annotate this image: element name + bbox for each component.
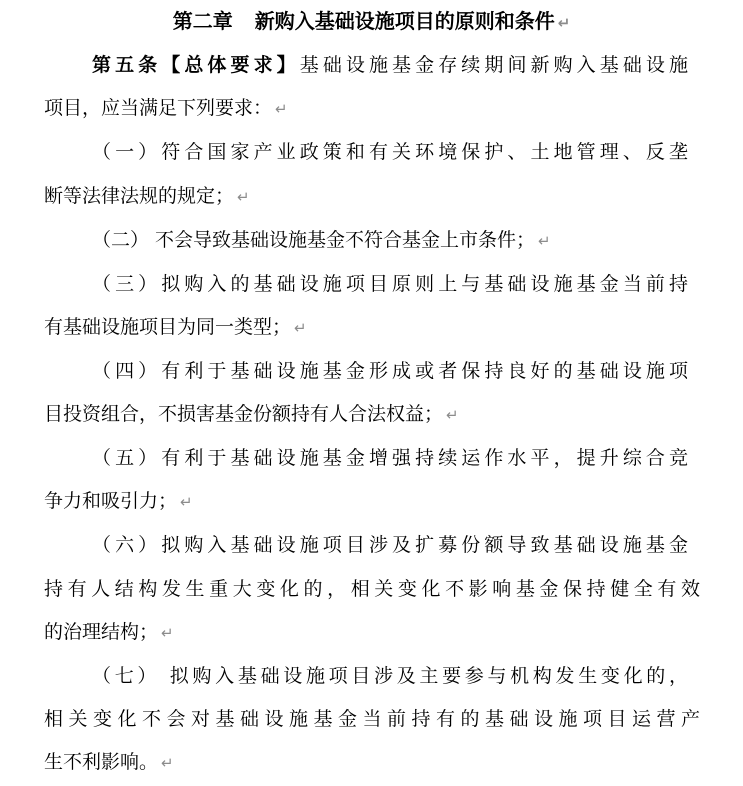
chapter-number: 第二章 xyxy=(172,9,233,33)
article-intro-text: 基础设施基金存续期间新购入基础设施 xyxy=(299,54,688,76)
list-item-7-line-1: （七） 拟购入基础设施项目涉及主要参与机构发生变化的， xyxy=(92,665,688,687)
list-item-5-line-1: （五）有利于基础设施基金增强持续运作水平，提升综合竞 xyxy=(92,447,688,469)
paragraph-mark-icon: ↵ xyxy=(180,493,193,511)
chapter-title xyxy=(0,7,743,37)
list-item-7-line-3: 生不利影响。 ↵ xyxy=(44,751,174,773)
list-item-6-line-3: 的治理结构； ↵ xyxy=(44,621,174,643)
list-item-7-line-2: 相关变化不会对基础设施基金当前持有的基础设施项目运营产 xyxy=(44,708,700,730)
paragraph-mark-icon: ↵ xyxy=(294,319,307,337)
list-item-3-line-2: 有基础设施项目为同一类型； ↵ xyxy=(44,316,307,338)
paragraph-mark-icon: ↵ xyxy=(557,14,571,32)
article-bracket-title: 【总体要求】 xyxy=(161,54,300,76)
article-line-2: 项目，应当满足下列要求： ↵ xyxy=(44,97,288,119)
list-item-1-line-2: 断等法律法规的规定； ↵ xyxy=(44,185,250,207)
chapter-name: 新购入基础设施项目的原则和条件 xyxy=(254,9,555,33)
list-item-3-line-1: （三）拟购入的基础设施项目原则上与基础设施基金当前持 xyxy=(92,273,688,295)
paragraph-mark-icon: ↵ xyxy=(538,232,551,250)
paragraph-mark-icon: ↵ xyxy=(275,100,288,118)
paragraph-mark-icon: ↵ xyxy=(446,406,459,424)
list-item-2-line-1: （二） 不会导致基础设施基金不符合基金上市条件； ↵ xyxy=(92,229,551,251)
paragraph-mark-icon: ↵ xyxy=(161,754,174,772)
paragraph-mark-icon: ↵ xyxy=(161,624,174,642)
list-item-6-line-2: 持有人结构发生重大变化的，相关变化不影响基金保持健全有效 xyxy=(44,578,700,600)
list-item-6-line-1: （六）拟购入基础设施项目涉及扩募份额导致基础设施基金 xyxy=(92,534,688,556)
list-item-4-line-1: （四）有利于基础设施基金形成或者保持良好的基础设施项 xyxy=(92,360,688,382)
paragraph-mark-icon: ↵ xyxy=(237,188,250,206)
list-item-4-line-2: 目投资组合，不损害基金份额持有人合法权益； ↵ xyxy=(44,403,459,425)
article-line-1 xyxy=(92,51,688,79)
list-item-5-line-2: 争力和吸引力； ↵ xyxy=(44,490,193,512)
article-label: 第五条 xyxy=(92,54,162,76)
list-item-1-line-1: （一）符合国家产业政策和有关环境保护、土地管理、反垄 xyxy=(92,141,688,163)
